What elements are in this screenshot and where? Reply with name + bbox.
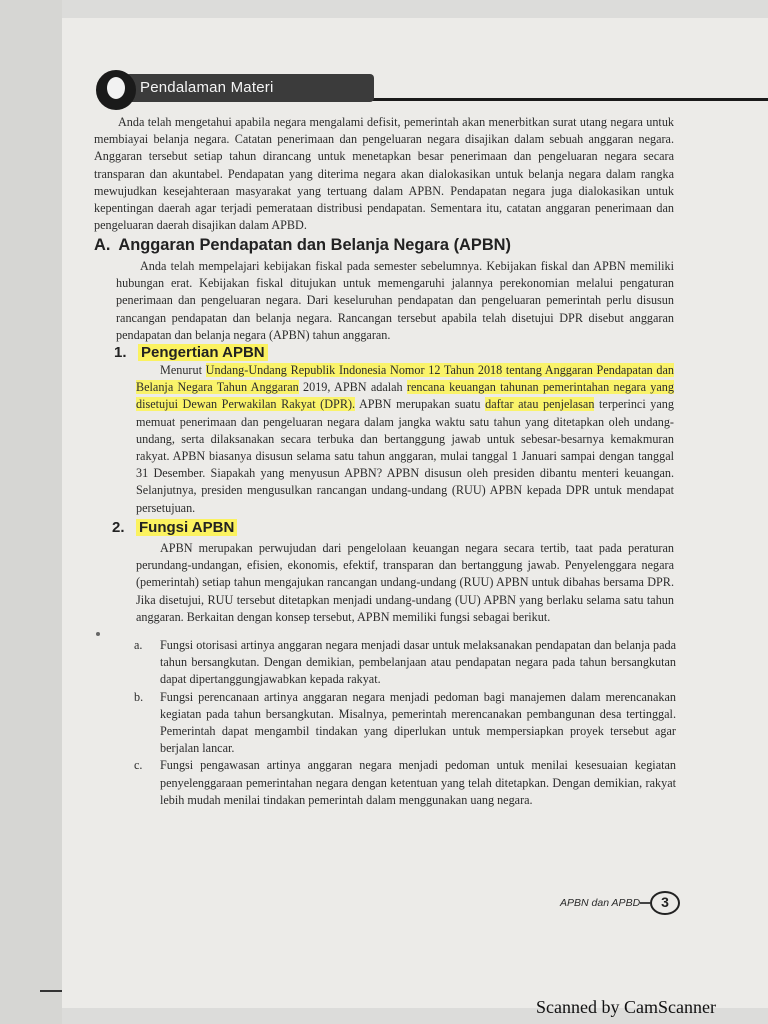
pengertian-text-b: 2019, APBN adalah [298, 380, 407, 395]
header-circle-icon [96, 70, 136, 110]
section-a-label: A. [94, 236, 111, 254]
subheading-pengertian [114, 344, 268, 361]
fungsi-text: APBN merupakan perwujudan dari pengelolaan keuangan negara secara tertib, taat pada peraturan perundang-undangan, efisien, ekonomis, efektif, transparan dan bertanggung jawab. Penyelenggara negara (pemerintah) setiap tahun mengajukan rancangan undang-undang (RUU) APBN untuk dibahas bersama DPR. Jika disetujui, RUU tersebut ditetapkan menjadi undang-undang (UU) APBN yang berlaku selama satu tahun anggaran. Berkaitan dengan konsep tersebut, APBN memiliki fungsi sebagai berikut. [136, 541, 674, 624]
intro-text: Anda telah mengetahui apabila negara mengalami defisit, pemerintah akan menerbitkan surat utang negara untuk membiayai belanja negara. Catatan penerimaan dan pengeluaran negara disajikan dalam sebuah anggaran negara. Anggaran tersebut setiap tahun dirancang untuk menetapkan besar penerimaan dan pengeluaran negara secara transparan dan akuntabel. Pendapatan yang diterima negara akan dialokasikan untuk belanja negara dalam rangka mewujudkan kesejahteraan masyarakat yang tertuang dalam APBN. Pendapatan negara juga dialokasikan untuk kepentingan daerah agar terjadi pemerataan distribusi pendapatan. Sementara itu, catatan anggaran penerimaan dan pengeluaran daerah disajikan dalam APBD. [94, 115, 674, 233]
subheading-2-number: 2. [112, 519, 125, 536]
intro-paragraph [94, 114, 674, 234]
margin-dot [96, 632, 100, 636]
section-header [96, 68, 676, 112]
list-item-text: Fungsi otorisasi artinya anggaran negara menjadi dasar untuk melaksanakan pendapatan dan belanja pada tahun bersangkutan. Dengan demikian, pembelanjaan atau pendapatan negara pada tahun bersangkutan dapat dipertanggungjawabkan kepada rakyat. [160, 638, 676, 687]
fungsi-paragraph [136, 540, 674, 626]
pengertian-text-d: terperinci yang memuat penerimaan dan pengeluaran negara dalam jangka waktu satu tahun yang ditetapkan oleh undang-undang, serta dilaksanakan secara terbuka dan bertanggung jawab untuk sebesar-besarnya kemakmuran rakyat. APBN biasanya disusun selama satu tahun anggaran, mulai tanggal 1 Januari sampai dengan tanggal 31 Desember. Siapakah yang menyusun APBN? APBN disusun oleh presiden dibantu menteri keuangan. Selanjutnya, presiden mengusulkan rancangan undang-undang (RUU) APBN kepada DPR untuk mendapat persetujuan. [136, 397, 674, 515]
highlight-undang-undang: Undang-Undang Republik Indonesia Nomor 12 Tahun 2018 tentang Anggaran Pendapatan dan Belanja Negara Tahun Anggaran [136, 363, 674, 395]
section-a-paragraph [116, 258, 674, 344]
page-shadow-edge [0, 0, 62, 1024]
section-a-title: Anggaran Pendapatan dan Belanja Negara (APBN) [118, 236, 511, 254]
fungsi-list [134, 637, 676, 809]
pengertian-paragraph [136, 362, 674, 517]
section-a-heading [94, 236, 511, 255]
footer-chapter-label: APBN dan APBD [560, 897, 641, 909]
list-item [134, 757, 676, 809]
subheading-2-title: Fungsi APBN [136, 519, 237, 536]
list-item [134, 637, 676, 689]
list-item-letter: b. [134, 689, 144, 704]
highlight-daftar: daftar atau penjelasan [485, 397, 595, 412]
highlight-definition: rencana keuangan tahunan pemerintahan negara yang disetujui Dewan Perwakilan Rakyat (DPR). [136, 380, 674, 412]
list-item [134, 689, 676, 758]
list-item-letter: c. [134, 758, 143, 773]
section-a-text: Anda telah mempelajari kebijakan fiskal pada semester sebelumnya. Kebijakan fiskal dan APBN memiliki hubungan erat. Kebijakan fiskal ditujukan untuk memengaruhi jalannya perekonomian melalui pengaturan penerimaan dan pengeluaran negara. Dari keseluruhan pendapatan dan pengeluaran pemerintah perlu disusun rancangan pendapatan dan belanja negara. Rancangan tersebut apabila telah disetujui DPR disebut anggaran pendapatan dan belanja negara (APBN) tahun anggaran. [116, 259, 674, 342]
list-item-text: Fungsi pengawasan artinya anggaran negara menjadi pedoman untuk menilai kesesuaian kegiatan penyelenggaraan pemerintahan negara dengan ketentuan yang telah ditetapkan. Dengan demikian, rakyat lebih mudah menilai tindakan pemerintah dalam menggunakan uang negara. [160, 758, 676, 807]
header-title: Pendalaman Materi [116, 74, 374, 102]
pengertian-text-c: APBN merupakan suatu [355, 397, 486, 412]
scanner-watermark: Scanned by CamScanner [536, 997, 716, 1017]
subheading-1-number: 1. [114, 344, 127, 361]
list-item-text: Fungsi perencanaan artinya anggaran negara menjadi pedoman bagi manajemen dalam merencanakan kegiatan pada tahun bersangkutan. Misalnya, pemerintah merencanakan pembangunan desa tertinggal. Pemerintah dapat mengambil tindakan yang diperlukan untuk mempersiapkan proyek tersebut agar berjalan lancar. [160, 689, 676, 756]
pengertian-text-a: Menurut [160, 363, 206, 377]
page-number-badge: 3 [650, 891, 680, 915]
subheading-1-title: Pengertian APBN [138, 344, 268, 361]
list-item-letter: a. [134, 638, 143, 652]
subheading-fungsi [112, 519, 237, 536]
